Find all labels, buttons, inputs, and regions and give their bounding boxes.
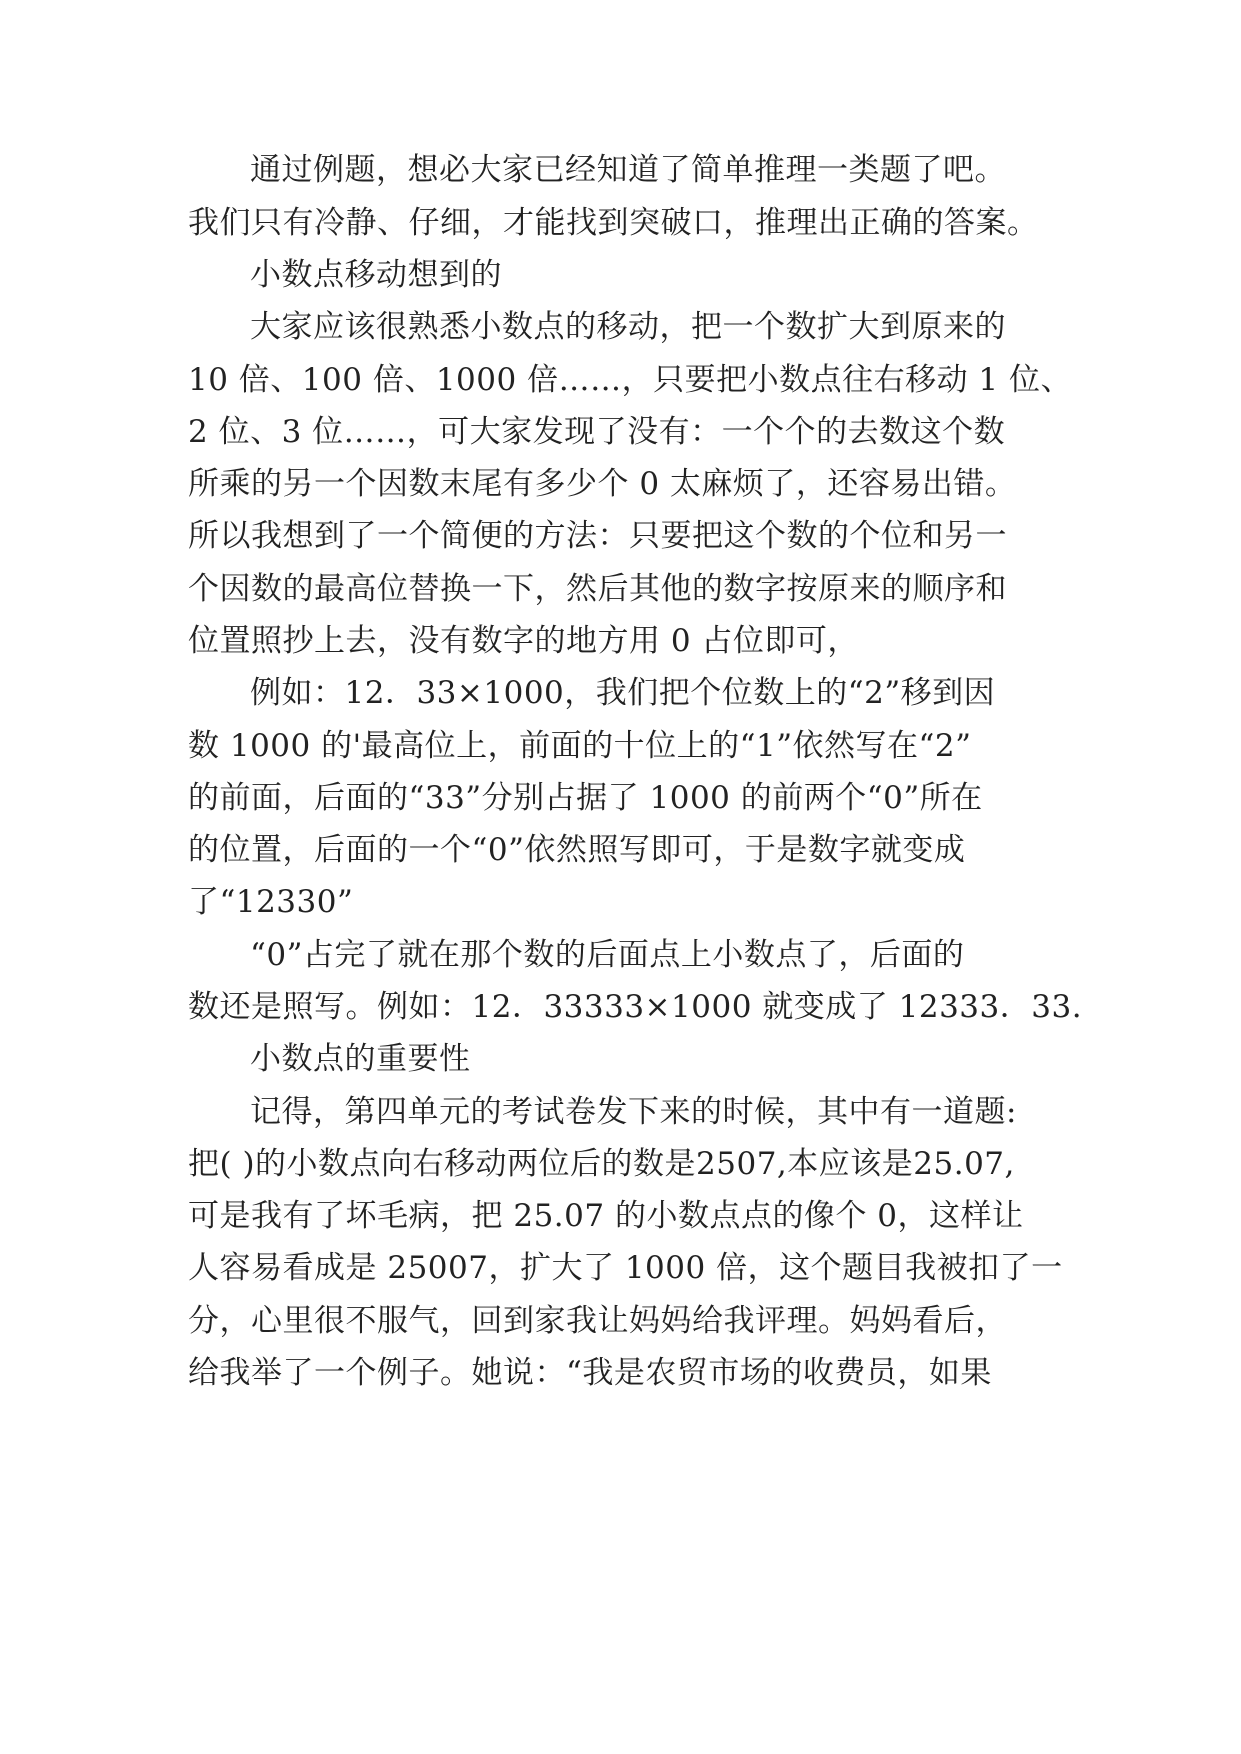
text-line-19: 记得，第四单元的考试卷发下来的时候，其中有一道题:: [250, 1094, 1017, 1130]
text-line-7: 所乘的另一个因数末尾有多少个 0 太麻烦了，还容易出错。: [188, 466, 1017, 502]
text-line-9: 个因数的最高位替换一下，然后其他的数字按原来的顺序和: [188, 571, 1007, 607]
text-line-5: 10 倍、100 倍、1000 倍……，只要把小数点往右移动 1 位、: [188, 362, 1072, 398]
text-line-4: 大家应该很熟悉小数点的移动，把一个数扩大到原来的: [250, 309, 1006, 345]
text-line-1: 通过例题，想必大家已经知道了简单推理一类题了吧。: [250, 152, 1006, 188]
section-heading-decimal-importance: 小数点的重要性: [250, 1041, 471, 1077]
text-line-17: 数还是照写。例如：12．33333×1000 就变成了 12333．33.: [188, 989, 1083, 1025]
text-line-8: 所以我想到了一个简便的方法：只要把这个数的个位和另一: [188, 518, 1007, 554]
text-line-12: 数 1000 的'最高位上，前面的十位上的“1”依然写在“2”: [188, 728, 972, 764]
text-line-6: 2 位、3 位……，可大家发现了没有：一个个的去数这个数: [188, 414, 1006, 450]
text-line-16: “0”占完了就在那个数的后面点上小数点了，后面的: [250, 937, 965, 973]
text-line-15: 了“12330”: [188, 884, 354, 920]
text-line-24: 给我举了一个例子。她说：“我是农贸市场的收费员，如果: [188, 1355, 992, 1391]
text-line-2: 我们只有冷静、仔细，才能找到突破口，推理出正确的答案。: [188, 205, 1039, 241]
text-line-20: 把( )的小数点向右移动两位后的数是2507,本应该是25.07,: [188, 1146, 1015, 1182]
text-line-11: 例如：12．33×1000，我们把个位数上的“2”移到因: [250, 675, 996, 711]
text-line-22: 人容易看成是 25007，扩大了 1000 倍，这个题目我被扣了一: [188, 1250, 1063, 1286]
text-line-13: 的前面，后面的“33”分别占据了 1000 的前两个“0”所在: [188, 780, 983, 816]
section-heading-decimal-moving: 小数点移动想到的: [250, 257, 502, 293]
text-line-10: 位置照抄上去，没有数字的地方用 0 占位即可，: [188, 623, 859, 659]
text-line-21: 可是我有了坏毛病，把 25.07 的小数点点的像个 0，这样让: [188, 1198, 1024, 1234]
text-line-23: 分，心里很不服气，回到家我让妈妈给我评理。妈妈看后，: [188, 1303, 1007, 1339]
text-line-14: 的位置，后面的一个“0”依然照写即可，于是数字就变成: [188, 832, 966, 868]
